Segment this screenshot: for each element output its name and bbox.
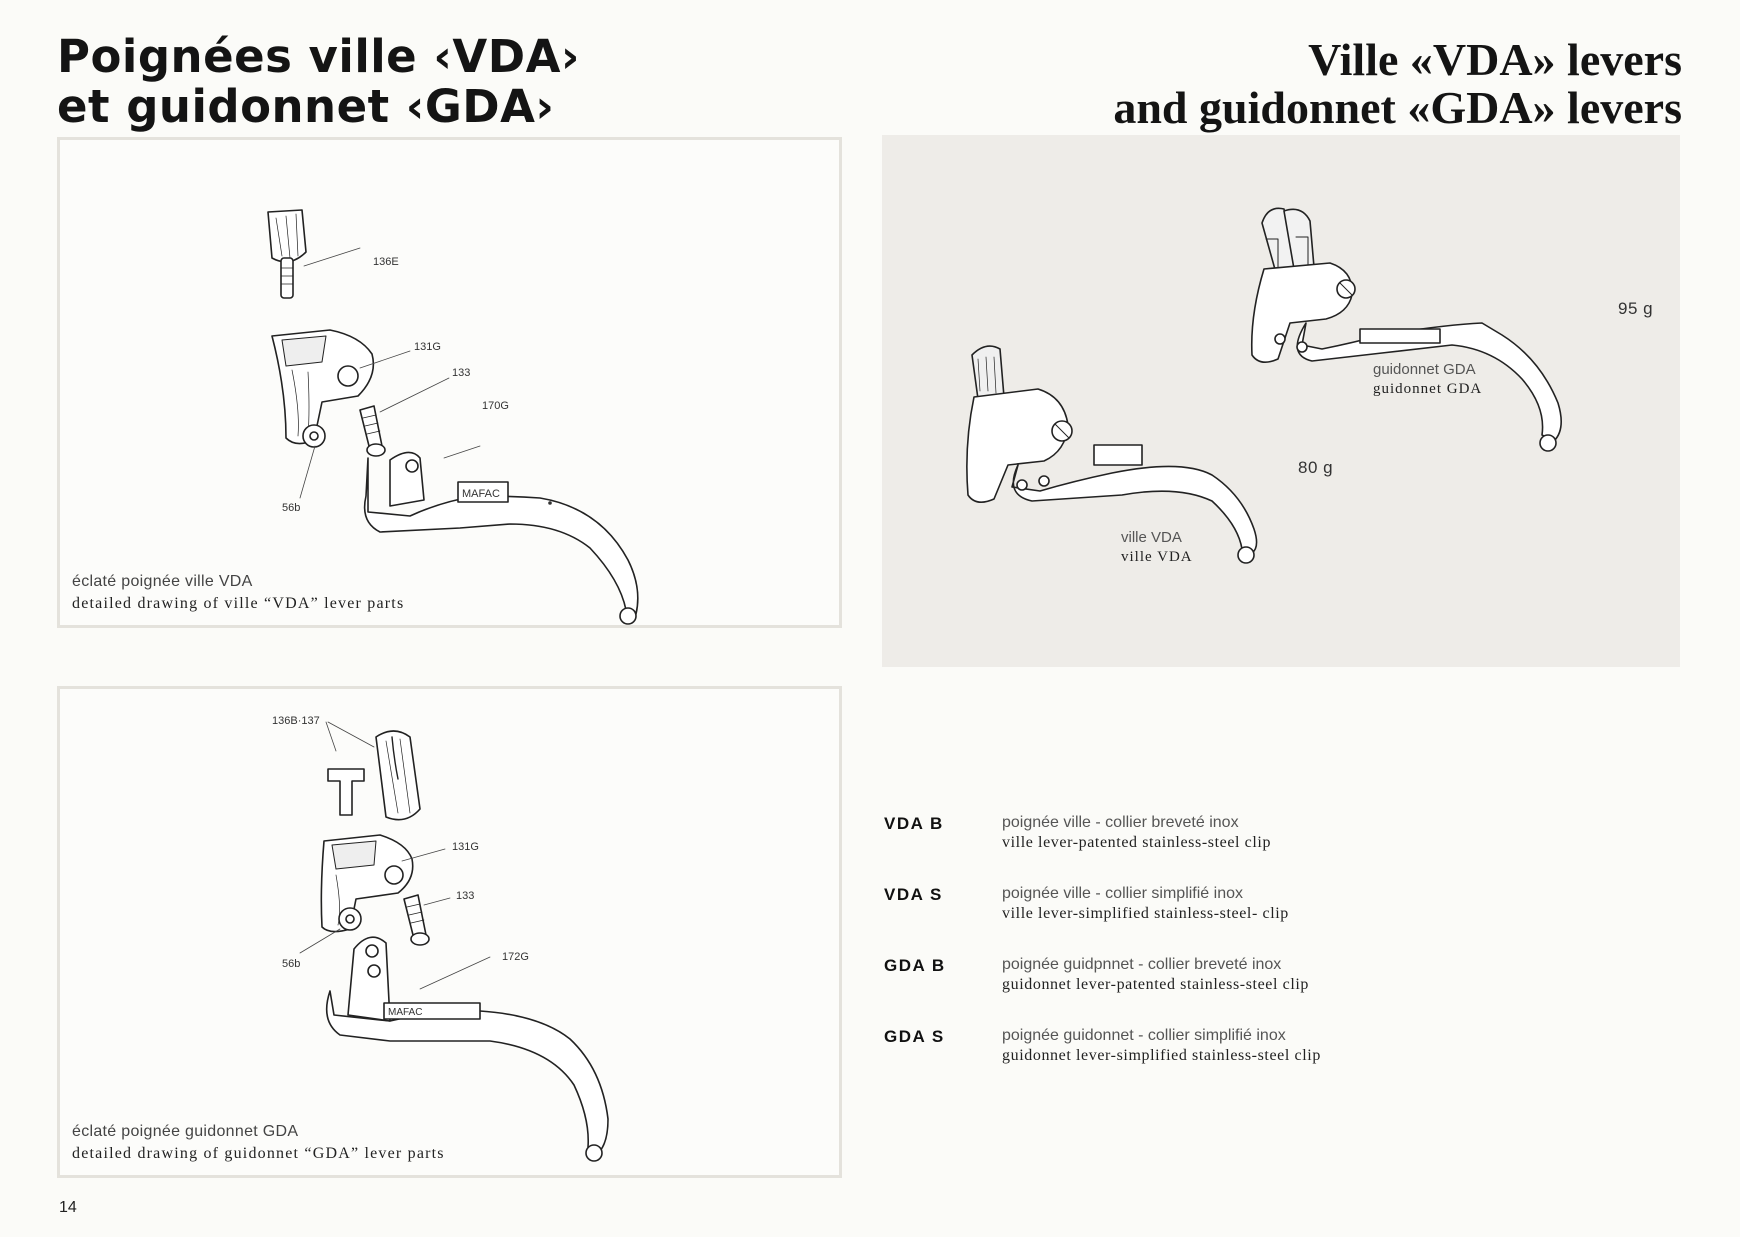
title-en-line1: Ville «VDA» levers	[1308, 34, 1682, 85]
part-label-133: 133	[456, 890, 475, 902]
spec-description-en: ville lever-simplified stainless-steel- clip	[1002, 905, 1289, 922]
clip-screw-part	[281, 258, 293, 298]
spec-code: GDA B	[884, 956, 946, 975]
vda-exploded-panel	[57, 137, 842, 628]
spec-description-fr: poignée ville - collier breveté inox	[1002, 814, 1239, 831]
spec-row	[884, 954, 1644, 1025]
page-number: 14	[59, 1199, 77, 1216]
spec-description-en: guidonnet lever-patented stainless-steel clip	[1002, 976, 1310, 993]
vda-caption-en: detailed drawing of ville “VDA” lever parts	[72, 595, 405, 612]
vda-photo-label-en: ville VDA	[1121, 549, 1193, 565]
part-label-131g: 131G	[414, 341, 441, 353]
product-photo-drawing	[882, 135, 1680, 667]
gda-exploded-panel	[57, 686, 842, 1178]
spec-description-fr: poignée guidpnnet - collier breveté inox	[1002, 956, 1282, 973]
title-fr-line1: Poignées ville ‹VDA›	[57, 30, 580, 83]
spec-description-en: ville lever-patented stainless-steel clip	[1002, 834, 1272, 851]
spec-list	[884, 812, 1644, 1096]
gda-photo-label-fr: guidonnet GDA	[1373, 361, 1476, 378]
title-fr-line2: et guidonnet ‹GDA›	[57, 80, 555, 133]
clip-136e-part	[268, 210, 306, 262]
t-bolt-136b-part	[328, 769, 364, 815]
spec-code: GDA S	[884, 1027, 945, 1046]
gda-photo-label-en: guidonnet GDA	[1373, 381, 1483, 397]
vda-lever-image	[967, 346, 1257, 563]
page-title-fr	[57, 32, 580, 132]
vda-photo-label-fr: ville VDA	[1121, 529, 1182, 546]
product-photo	[882, 135, 1680, 667]
gda-exploded-drawing	[60, 689, 839, 1175]
title-en-line2: and guidonnet «GDA» levers	[1113, 82, 1682, 133]
mafac-logo-gda: MAFAC	[388, 1007, 423, 1018]
part-label-56b: 56b	[282, 958, 301, 970]
vda-weight: 80 g	[1298, 458, 1334, 477]
spec-description-fr: poignée ville - collier simplifié inox	[1002, 885, 1243, 902]
spec-row	[884, 812, 1644, 883]
vda-caption-fr: éclaté poignée ville VDA	[72, 573, 253, 590]
gda-lever-image	[1252, 208, 1561, 451]
spec-code: VDA S	[884, 885, 943, 904]
page-title-en	[1113, 36, 1682, 132]
gda-caption-en: detailed drawing of guidonnet “GDA” lever parts	[72, 1145, 445, 1162]
spec-row	[884, 1025, 1644, 1096]
part-label-133: 133	[452, 367, 471, 379]
part-label-172g: 172G	[502, 951, 529, 963]
clip-137-part	[376, 731, 420, 820]
part-label-136e: 136E	[373, 256, 399, 268]
gda-weight: 95 g	[1618, 299, 1654, 318]
spec-description-fr: poignée guidonnet - collier simplifié inox	[1002, 1027, 1286, 1044]
part-label-136b-137: 136B·137	[272, 715, 320, 727]
vda-exploded-drawing	[60, 140, 839, 625]
part-label-170g: 170G	[482, 400, 509, 412]
spec-code: VDA B	[884, 814, 944, 833]
spec-description-en: guidonnet lever-simplified stainless-steel clip	[1002, 1047, 1321, 1064]
screw-133-part	[404, 895, 426, 939]
part-label-56b: 56b	[282, 502, 301, 514]
mafac-logo-vda: MAFAC	[462, 488, 500, 500]
part-label-131g: 131G	[452, 841, 479, 853]
gda-caption-fr: éclaté poignée guidonnet GDA	[72, 1123, 299, 1140]
screw-133-part	[360, 406, 382, 450]
spec-row	[884, 883, 1644, 954]
